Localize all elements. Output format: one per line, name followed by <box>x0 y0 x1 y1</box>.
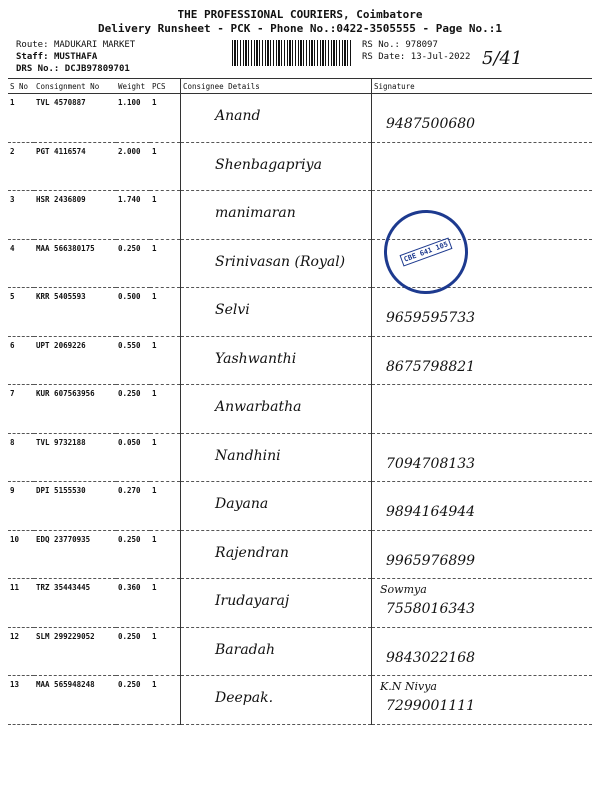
row-consignment-no: TVL 9732188 <box>34 433 116 482</box>
table-row <box>8 579 592 628</box>
row-consignee-name: Dayana <box>215 496 269 512</box>
row-signature-cell <box>372 142 593 191</box>
row-consignee-name: Irudayaraj <box>215 593 290 609</box>
row-pcs: 1 <box>150 530 181 579</box>
row-sno: 12 <box>8 627 34 676</box>
col-pcs: PCS <box>150 79 181 94</box>
row-sno: 11 <box>8 579 34 628</box>
row-consignee-name: Anand <box>215 108 261 124</box>
row-signature-number: 7299001111 <box>386 698 476 714</box>
row-consignee-name: Baradah <box>215 641 275 658</box>
row-signature-number: 9659595733 <box>386 310 476 326</box>
row-consignee-cell <box>181 239 372 288</box>
row-pcs: 1 <box>150 336 181 385</box>
row-weight: 0.250 <box>116 627 150 676</box>
table-row <box>8 288 592 337</box>
row-signature-number: 9965976899 <box>386 552 476 569</box>
handwritten-page-note: 5/41 <box>482 48 523 69</box>
row-consignee-cell <box>181 336 372 385</box>
row-consignment-no: KRR 5405593 <box>34 288 116 337</box>
rs-date-value: 13-Jul-2022 <box>410 52 471 62</box>
row-signature-cell <box>372 482 593 531</box>
drs-line <box>16 64 130 74</box>
row-pcs: 1 <box>150 385 181 434</box>
row-consignee-cell <box>181 142 372 191</box>
row-consignment-no: EDQ 23770935 <box>34 530 116 579</box>
row-consignment-no: HSR 2436809 <box>34 191 116 240</box>
row-consignee-cell <box>181 627 372 676</box>
route-line <box>16 40 135 50</box>
table-row <box>8 142 592 191</box>
row-signature-cell <box>372 676 593 725</box>
row-weight: 0.250 <box>116 530 150 579</box>
table-row <box>8 239 592 288</box>
row-consignee-name: Rajendran <box>215 544 289 561</box>
row-consignment-no: TVL 4570887 <box>34 94 116 143</box>
row-pcs: 1 <box>150 579 181 628</box>
row-consignee-cell <box>181 433 372 482</box>
row-signature-cell <box>372 433 593 482</box>
row-consignee-name: manimaran <box>215 205 296 221</box>
row-sno: 8 <box>8 433 34 482</box>
row-pcs: 1 <box>150 482 181 531</box>
seal-text: CBE 641 105 <box>399 237 452 266</box>
staff-label: Staff: <box>16 52 49 62</box>
table-row <box>8 482 592 531</box>
runsheet-table <box>8 78 592 725</box>
table-row <box>8 94 592 143</box>
row-sno: 10 <box>8 530 34 579</box>
row-consignee-name: Srinivasan (Royal) <box>215 253 346 270</box>
row-consignee-cell <box>181 385 372 434</box>
row-consignee-cell <box>181 530 372 579</box>
row-sno: 4 <box>8 239 34 288</box>
row-consignee-name: Selvi <box>215 302 250 318</box>
rs-date-label: RS Date: <box>362 52 406 62</box>
staff-line <box>16 52 97 62</box>
rs-no-value: 978097 <box>405 40 438 50</box>
row-weight: 0.500 <box>116 288 150 337</box>
row-pcs: 1 <box>150 627 181 676</box>
row-consignee-cell <box>181 288 372 337</box>
row-consignment-no: PGT 4116574 <box>34 142 116 191</box>
runsheet-subtitle: Delivery Runsheet - PCK - Phone No.:0422-3505555 - Page No.:1 <box>98 22 502 35</box>
col-weight: Weight <box>116 79 150 94</box>
row-pcs: 1 <box>150 288 181 337</box>
row-weight: 0.250 <box>116 239 150 288</box>
row-weight: 0.050 <box>116 433 150 482</box>
row-consignee-name: Anwarbatha <box>215 399 302 415</box>
route-label: Route: <box>16 40 49 50</box>
row-consignee-cell <box>181 482 372 531</box>
row-sno: 6 <box>8 336 34 385</box>
row-consignment-no: DPI 5155530 <box>34 482 116 531</box>
row-sno: 3 <box>8 191 34 240</box>
company-title: THE PROFESSIONAL COURIERS, Coimbatore <box>177 8 423 21</box>
row-signature-number: 9487500680 <box>386 116 476 132</box>
row-signature-number: 9894164944 <box>386 504 476 520</box>
row-sno: 9 <box>8 482 34 531</box>
row-signature-number: 7558016343 <box>386 601 476 617</box>
row-weight: 1.100 <box>116 94 150 143</box>
row-weight: 0.550 <box>116 336 150 385</box>
row-consignment-no: SLM 299229052 <box>34 627 116 676</box>
row-signature-number: 7094708133 <box>386 455 476 472</box>
col-consignment: Consignment No <box>34 79 116 94</box>
row-sno: 13 <box>8 676 34 725</box>
row-weight: 0.270 <box>116 482 150 531</box>
row-consignee-cell <box>181 579 372 628</box>
row-consignee-cell <box>181 191 372 240</box>
row-sno: 7 <box>8 385 34 434</box>
row-weight: 2.000 <box>116 142 150 191</box>
row-weight: 1.740 <box>116 191 150 240</box>
row-pcs: 1 <box>150 94 181 143</box>
row-weight: 0.360 <box>116 579 150 628</box>
row-consignment-no: TRZ 35443445 <box>34 579 116 628</box>
row-pcs: 1 <box>150 239 181 288</box>
row-weight: 0.250 <box>116 385 150 434</box>
row-consignee-name: Nandhini <box>215 447 281 464</box>
rs-date-line <box>362 52 470 62</box>
row-signature-text: Sowmya <box>380 583 427 596</box>
row-pcs: 1 <box>150 676 181 725</box>
row-signature-cell <box>372 336 593 385</box>
staff-value: MUSTHAFA <box>53 52 98 62</box>
row-weight: 0.250 <box>116 676 150 725</box>
rs-no-line <box>362 40 438 50</box>
table-row <box>8 385 592 434</box>
row-consignee-name: Shenbagapriya <box>215 156 322 173</box>
col-sno: S No <box>8 79 34 94</box>
table-row <box>8 676 592 725</box>
drs-label: DRS No.: <box>16 64 60 74</box>
row-consignment-no: MAA 565948248 <box>34 676 116 725</box>
row-signature-text: K.N Nivya <box>380 680 437 693</box>
row-signature-number: 9843022168 <box>386 649 476 666</box>
table-row <box>8 191 592 240</box>
row-consignee-name: Yashwanthi <box>215 350 297 367</box>
row-sno: 2 <box>8 142 34 191</box>
table-row <box>8 336 592 385</box>
row-consignee-cell <box>181 94 372 143</box>
col-consignee: Consignee Details <box>181 79 372 94</box>
row-pcs: 1 <box>150 191 181 240</box>
table-header <box>8 79 592 94</box>
route-value: MADUKARI MARKET <box>53 40 136 50</box>
col-signature: Signature <box>372 79 593 94</box>
row-signature-cell <box>372 579 593 628</box>
row-sno: 1 <box>8 94 34 143</box>
table-row <box>8 530 592 579</box>
table-row <box>8 433 592 482</box>
row-consignment-no: UPT 2069226 <box>34 336 116 385</box>
row-signature-cell <box>372 530 593 579</box>
row-pcs: 1 <box>150 433 181 482</box>
row-signature-cell <box>372 288 593 337</box>
row-consignment-no: MAA 566380175 <box>34 239 116 288</box>
table-row <box>8 627 592 676</box>
row-signature-cell <box>372 94 593 143</box>
row-consignment-no: KUR 607563956 <box>34 385 116 434</box>
row-sno: 5 <box>8 288 34 337</box>
row-consignee-name: Deepak. <box>215 690 274 706</box>
barcode <box>232 40 352 66</box>
row-consignee-cell <box>181 676 372 725</box>
row-signature-number: 8675798821 <box>386 358 476 375</box>
row-signature-cell <box>372 627 593 676</box>
rs-no-label: RS No.: <box>362 40 400 50</box>
row-pcs: 1 <box>150 142 181 191</box>
drs-value: DCJB97809701 <box>64 64 130 74</box>
row-signature-cell <box>372 385 593 434</box>
